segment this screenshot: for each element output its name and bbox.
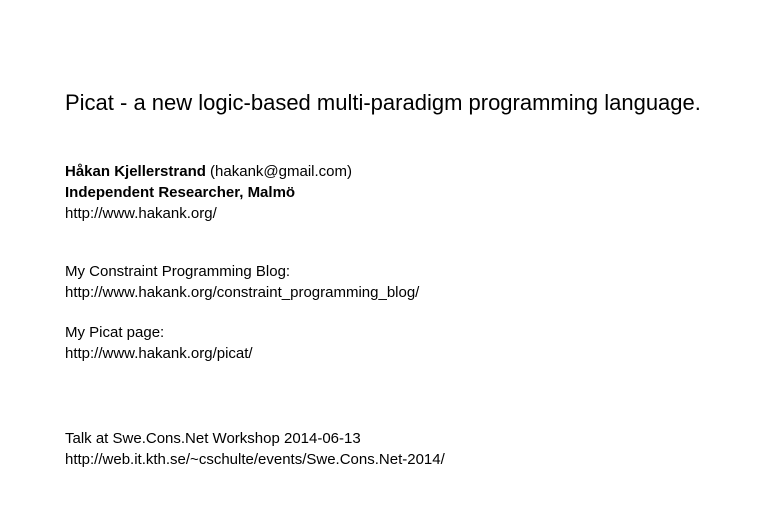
talk-block [65, 428, 445, 470]
author-line [65, 161, 352, 182]
picat-block [65, 322, 253, 364]
author-affiliation: Independent Researcher, Malmö [65, 184, 296, 201]
slide-title: Picat - a new logic-based multi-paradigm programming language. [65, 90, 701, 115]
talk-label: Talk at Swe.Cons.Net Workshop 2014-06-13 [65, 430, 361, 447]
picat-label: My Picat page: [65, 324, 165, 341]
blog-url-link[interactable]: http://www.hakank.org/constraint_programming_blog/ [65, 284, 420, 301]
author-homepage-link[interactable]: http://www.hakank.org/ [65, 205, 217, 222]
blog-label: My Constraint Programming Blog: [65, 263, 291, 280]
author-name: Håkan Kjellerstrand [65, 163, 206, 180]
author-block [65, 161, 352, 224]
talk-url-link[interactable]: http://web.it.kth.se/~cschulte/events/Swe.Cons.Net-2014/ [65, 451, 445, 468]
picat-url-link[interactable]: http://www.hakank.org/picat/ [65, 345, 253, 362]
blog-block [65, 261, 419, 303]
author-email: (hakank@gmail.com) [205, 163, 352, 180]
